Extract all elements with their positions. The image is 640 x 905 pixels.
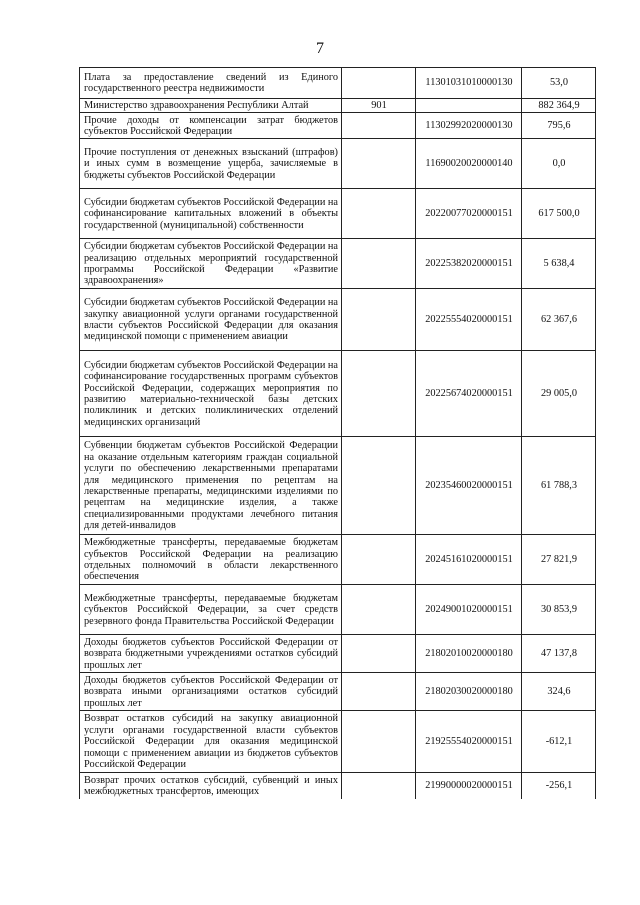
table-row bbox=[80, 68, 596, 99]
row-name: Межбюджетные трансферты, передаваемые бюджетам субъектов Российской Федерации на реализацию отдельных полномочий в области лекарственного обеспечения bbox=[80, 535, 342, 585]
row-admin-code bbox=[342, 239, 416, 289]
row-name: Субвенции бюджетам субъектов Российской Федерации на оказание отдельным категориям граждан социальной услуги по обеспечению лекарственными препаратами для медицинского применения по рецептам на лекарственные препараты, медицинскими изделиями по рецептам на медицинские изделия, а также специализированными продуктами лечебного питания для детей-инвалидов bbox=[80, 437, 342, 535]
table-row bbox=[80, 289, 596, 351]
row-amount: 47 137,8 bbox=[522, 635, 596, 673]
page-number: 7 bbox=[316, 40, 324, 57]
row-amount: -612,1 bbox=[522, 711, 596, 773]
row-amount: 0,0 bbox=[522, 139, 596, 189]
row-admin-code bbox=[342, 711, 416, 773]
row-name: Субсидии бюджетам субъектов Российской Федерации на софинансирование государственных программ субъектов Российской Федерации, содержащих мероприятия по развитию материально-технической базы детских поликлиник и детских поликлинических отделений медицинских организаций bbox=[80, 351, 342, 437]
row-budget-code: 20220077020000151 bbox=[416, 189, 522, 239]
table-row bbox=[80, 437, 596, 535]
row-admin-code bbox=[342, 289, 416, 351]
table-row bbox=[80, 773, 596, 799]
row-amount: 5 638,4 bbox=[522, 239, 596, 289]
row-budget-code: 20225674020000151 bbox=[416, 351, 522, 437]
row-budget-code bbox=[416, 99, 522, 113]
row-name: Возврат остатков субсидий на закупку авиационной услуги органами государственной власти субъектов Российской Федерации для оказания медицинской помощи с применением авиации из бюджетов субъектов Российской Федерации bbox=[80, 711, 342, 773]
row-amount: 795,6 bbox=[522, 113, 596, 139]
row-amount: 30 853,9 bbox=[522, 585, 596, 635]
row-admin-code bbox=[342, 113, 416, 139]
row-admin-code bbox=[342, 351, 416, 437]
row-admin-code bbox=[342, 68, 416, 99]
row-name: Министерство здравоохранения Республики Алтай bbox=[80, 99, 342, 113]
row-admin-code: 901 bbox=[342, 99, 416, 113]
row-name: Межбюджетные трансферты, передаваемые бюджетам субъектов Российской Федерации, за счет средств резервного фонда Правительства Российской Федерации bbox=[80, 585, 342, 635]
row-admin-code bbox=[342, 189, 416, 239]
table-row bbox=[80, 673, 596, 711]
row-name: Возврат прочих остатков субсидий, субвенций и иных межбюджетных трансфертов, имеющих bbox=[80, 773, 342, 799]
table-row bbox=[80, 113, 596, 139]
row-budget-code: 11690020020000140 bbox=[416, 139, 522, 189]
row-name: Субсидии бюджетам субъектов Российской Федерации на софинансирование капитальных вложений в объекты государственной (муниципальной) собственности bbox=[80, 189, 342, 239]
row-budget-code: 21802030020000180 bbox=[416, 673, 522, 711]
table-row bbox=[80, 189, 596, 239]
row-budget-code: 20249001020000151 bbox=[416, 585, 522, 635]
row-admin-code bbox=[342, 139, 416, 189]
row-budget-code: 11301031010000130 bbox=[416, 68, 522, 99]
row-admin-code bbox=[342, 535, 416, 585]
row-amount: 53,0 bbox=[522, 68, 596, 99]
revenue-table bbox=[79, 67, 596, 799]
row-name: Прочие поступления от денежных взысканий (штрафов) и иных сумм в возмещение ущерба, зачисляемые в бюджеты субъектов Российской Федерации bbox=[80, 139, 342, 189]
row-name: Прочие доходы от компенсации затрат бюджетов субъектов Российской Федерации bbox=[80, 113, 342, 139]
row-amount: 882 364,9 bbox=[522, 99, 596, 113]
row-budget-code: 20225554020000151 bbox=[416, 289, 522, 351]
table-row bbox=[80, 585, 596, 635]
row-admin-code bbox=[342, 437, 416, 535]
row-budget-code: 20245161020000151 bbox=[416, 535, 522, 585]
row-admin-code bbox=[342, 773, 416, 799]
row-budget-code: 11302992020000130 bbox=[416, 113, 522, 139]
row-amount: 62 367,6 bbox=[522, 289, 596, 351]
row-amount: 27 821,9 bbox=[522, 535, 596, 585]
row-amount: 324,6 bbox=[522, 673, 596, 711]
row-budget-code: 20235460020000151 bbox=[416, 437, 522, 535]
row-admin-code bbox=[342, 585, 416, 635]
row-amount: -256,1 bbox=[522, 773, 596, 799]
row-amount: 29 005,0 bbox=[522, 351, 596, 437]
table-row bbox=[80, 351, 596, 437]
table-row bbox=[80, 139, 596, 189]
row-admin-code bbox=[342, 635, 416, 673]
row-budget-code: 21925554020000151 bbox=[416, 711, 522, 773]
row-name: Субсидии бюджетам субъектов Российской Федерации на закупку авиационной услуги органами государственной власти субъектов Российской Федерации для оказания медицинской помощи с применением авиации bbox=[80, 289, 342, 351]
row-name: Плата за предоставление сведений из Единого государственного реестра недвижимости bbox=[80, 68, 342, 99]
row-budget-code: 21802010020000180 bbox=[416, 635, 522, 673]
row-admin-code bbox=[342, 673, 416, 711]
row-amount: 61 788,3 bbox=[522, 437, 596, 535]
row-name: Доходы бюджетов субъектов Российской Федерации от возврата бюджетными учреждениями остатков субсидий прошлых лет bbox=[80, 635, 342, 673]
row-name: Субсидии бюджетам субъектов Российской Федерации на реализацию отдельных мероприятий государственной программы Российской Федерации «Развитие здравоохранения» bbox=[80, 239, 342, 289]
row-amount: 617 500,0 bbox=[522, 189, 596, 239]
table-row bbox=[80, 711, 596, 773]
row-budget-code: 20225382020000151 bbox=[416, 239, 522, 289]
table-row bbox=[80, 239, 596, 289]
table-row bbox=[80, 99, 596, 113]
row-name: Доходы бюджетов субъектов Российской Федерации от возврата иными организациями остатков субсидий прошлых лет bbox=[80, 673, 342, 711]
table-row bbox=[80, 635, 596, 673]
row-budget-code: 21990000020000151 bbox=[416, 773, 522, 799]
table-row bbox=[80, 535, 596, 585]
